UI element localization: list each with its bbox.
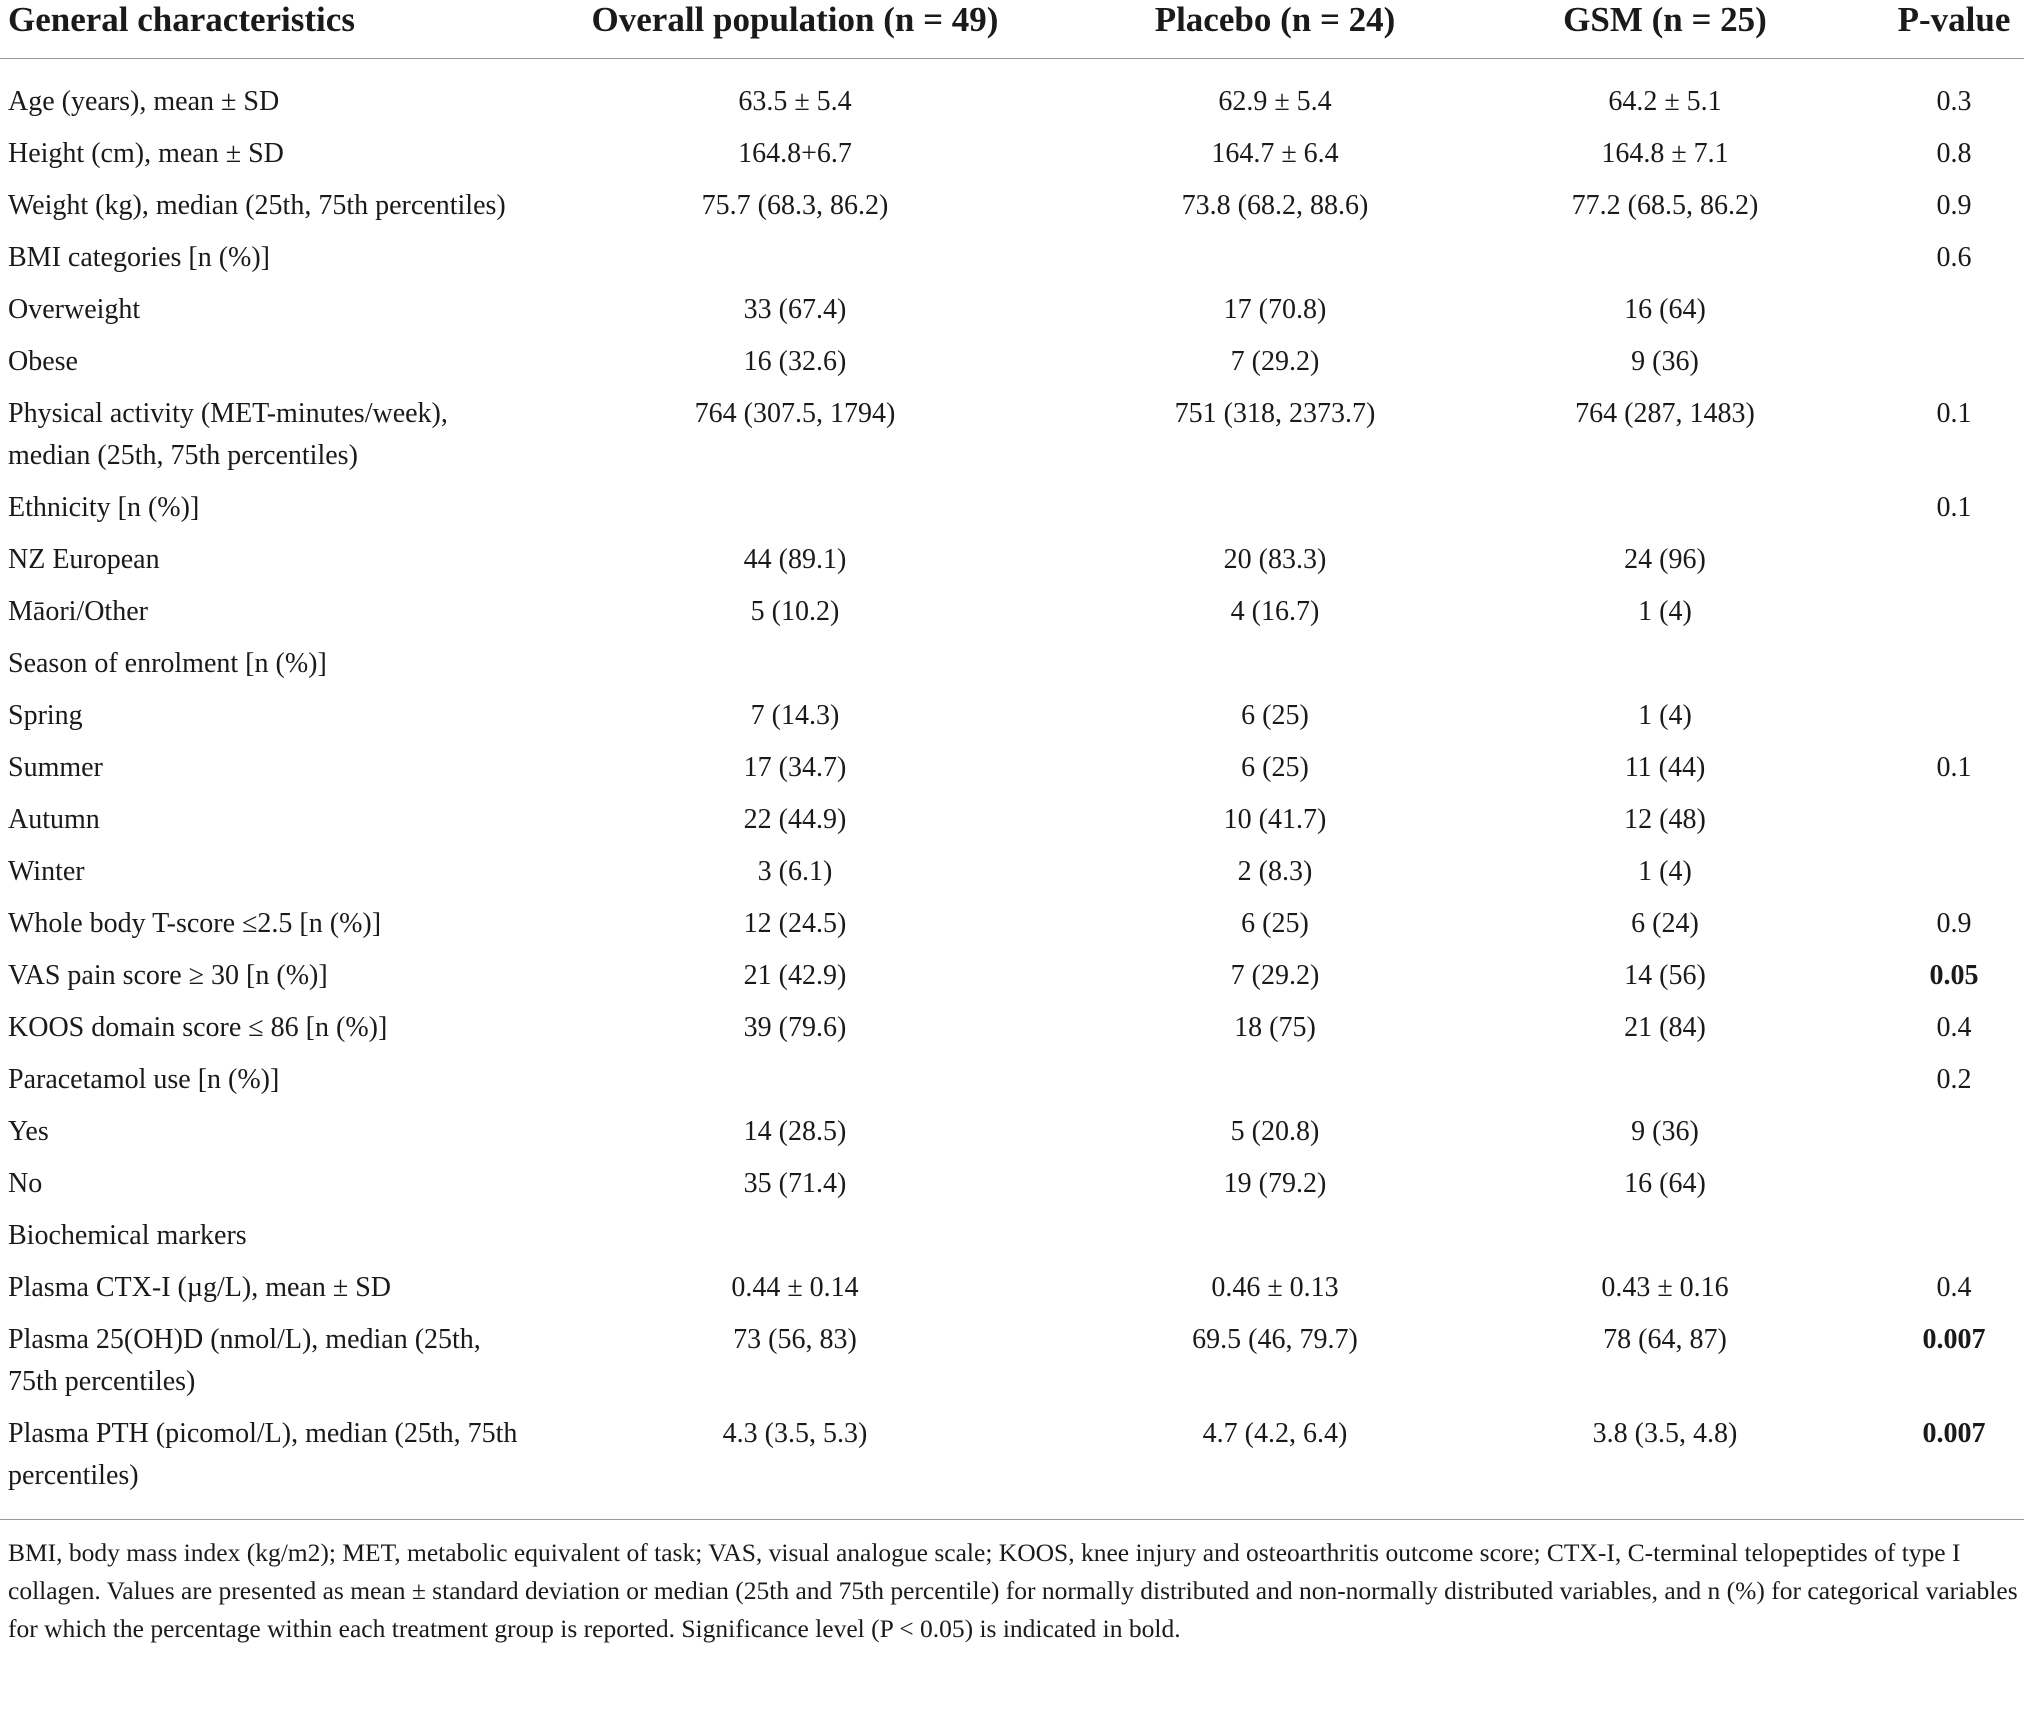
cell-p-value: 0.9: [1936, 190, 1972, 221]
cell-gsm: 14 (56): [1624, 960, 1706, 991]
table-body: [0, 59, 2024, 1520]
cell-overall: [540, 487, 1050, 539]
table-row: [0, 1111, 2024, 1163]
table-footnote: BMI, body mass index (kg/m2); MET, metabolic equivalent of task; VAS, visual analogue scale; KOOS, knee injury and osteoarthritis outcome score; CTX-I, C-terminal telopeptides of type I collagen. Values are presented as mean ± standard deviation or median (25th and 75th percentile) for normally distributed and non-normally distributed variables, and n (%) for categorical variables for which the percentage within each treatment group is reported. Significance level (P < 0.05) is indicated in bold.: [8, 1538, 2018, 1643]
header-gsm: GSM (n = 25): [1500, 0, 1830, 59]
header-overall-population: Overall population (n = 49): [540, 0, 1050, 59]
cell-p-value: [1830, 289, 2024, 341]
cell-placebo: 20 (83.3): [1223, 544, 1327, 575]
row-label: Plasma CTX-I (µg/L), mean ± SD: [8, 1272, 391, 1303]
cell-gsm: 9 (36): [1631, 1116, 1699, 1147]
cell-p-value: 0.05: [1929, 960, 1979, 991]
row-label: VAS pain score ≥ 30 [n (%)]: [8, 960, 328, 991]
cell-gsm: 9 (36): [1631, 346, 1699, 377]
cell-gsm: 11 (44): [1624, 752, 1706, 783]
table-row: [0, 1163, 2024, 1215]
cell-placebo: 4 (16.7): [1230, 596, 1320, 627]
table-row: [0, 747, 2024, 799]
cell-gsm: [1500, 487, 1830, 539]
cell-overall: [540, 643, 1050, 695]
cell-placebo: 73.8 (68.2, 88.6): [1181, 190, 1369, 221]
cell-gsm: 78 (64, 87): [1603, 1324, 1727, 1355]
cell-gsm: 0.43 ± 0.16: [1601, 1272, 1729, 1303]
cell-overall: 764 (307.5, 1794): [694, 398, 896, 429]
cell-overall: [540, 1215, 1050, 1267]
cell-overall: 4.3 (3.5, 5.3): [722, 1418, 868, 1449]
row-label: Plasma PTH (picomol/L), median (25th, 75th percentiles): [8, 1418, 518, 1491]
cell-placebo: [1050, 1215, 1500, 1267]
cell-p-value: [1830, 695, 2024, 747]
row-label: Physical activity (MET-minutes/week), median (25th, 75th percentiles): [8, 398, 448, 471]
row-label: NZ European: [8, 544, 160, 575]
cell-gsm: 6 (24): [1631, 908, 1699, 939]
cell-overall: 12 (24.5): [743, 908, 847, 939]
table-row: [0, 393, 2024, 487]
row-label: Weight (kg), median (25th, 75th percentiles): [8, 190, 506, 221]
cell-p-value: 0.1: [1936, 398, 1972, 429]
table-row: [0, 1319, 2024, 1413]
table-row: [0, 539, 2024, 591]
cell-gsm: 16 (64): [1624, 1168, 1706, 1199]
cell-gsm: 12 (48): [1624, 804, 1706, 835]
cell-gsm: [1500, 237, 1830, 289]
table-row: [0, 903, 2024, 955]
table-row: [0, 1007, 2024, 1059]
row-label: Obese: [8, 346, 78, 377]
cell-gsm: [1500, 643, 1830, 695]
row-label: Yes: [8, 1116, 49, 1147]
cell-overall: [540, 237, 1050, 289]
cell-overall: 164.8+6.7: [738, 138, 852, 169]
cell-placebo: [1050, 1059, 1500, 1111]
row-label: Biochemical markers: [8, 1220, 247, 1251]
table-header-row: [0, 0, 2024, 59]
cell-overall: 39 (79.6): [743, 1012, 847, 1043]
cell-placebo: 164.7 ± 6.4: [1211, 138, 1339, 169]
cell-overall: 33 (67.4): [743, 294, 847, 325]
cell-overall: 16 (32.6): [743, 346, 847, 377]
cell-placebo: 7 (29.2): [1230, 960, 1320, 991]
cell-overall: 75.7 (68.3, 86.2): [701, 190, 889, 221]
row-label: Plasma 25(OH)D (nmol/L), median (25th, 75th percentiles): [8, 1324, 481, 1397]
cell-overall: 3 (6.1): [757, 856, 833, 887]
row-label: KOOS domain score ≤ 86 [n (%)]: [8, 1012, 388, 1043]
row-label: BMI categories [n (%)]: [8, 242, 271, 273]
cell-gsm: 3.8 (3.5, 4.8): [1592, 1418, 1738, 1449]
table-row: [0, 59, 2024, 134]
row-label: Whole body T-score ≤2.5 [n (%)]: [8, 908, 382, 939]
table-row: [0, 237, 2024, 289]
cell-gsm: 77.2 (68.5, 86.2): [1571, 190, 1759, 221]
row-label: No: [8, 1168, 43, 1199]
cell-placebo: 7 (29.2): [1230, 346, 1320, 377]
table-row: [0, 1413, 2024, 1519]
row-label: Māori/Other: [8, 596, 148, 627]
cell-gsm: 64.2 ± 5.1: [1608, 86, 1722, 117]
cell-gsm: 1 (4): [1638, 596, 1692, 627]
cell-p-value: [1830, 851, 2024, 903]
cell-placebo: 10 (41.7): [1223, 804, 1327, 835]
cell-overall: 44 (89.1): [743, 544, 847, 575]
cell-placebo: 6 (25): [1241, 752, 1309, 783]
cell-p-value: 0.2: [1936, 1064, 1972, 1095]
row-label: Season of enrolment [n (%)]: [8, 648, 327, 679]
cell-placebo: 19 (79.2): [1223, 1168, 1327, 1199]
row-label: Height (cm), mean ± SD: [8, 138, 284, 169]
table-row: [0, 487, 2024, 539]
table-row: [0, 695, 2024, 747]
table-row: [0, 341, 2024, 393]
header-general-characteristics: General characteristics: [0, 0, 540, 59]
cell-gsm: 1 (4): [1638, 700, 1692, 731]
cell-gsm: 764 (287, 1483): [1575, 398, 1755, 429]
cell-placebo: 18 (75): [1234, 1012, 1316, 1043]
table-row: [0, 591, 2024, 643]
table-row: [0, 643, 2024, 695]
cell-p-value: 0.1: [1936, 752, 1972, 783]
cell-gsm: 1 (4): [1638, 856, 1692, 887]
cell-gsm: [1500, 1215, 1830, 1267]
cell-p-value: 0.3: [1936, 86, 1972, 117]
cell-gsm: [1500, 1059, 1830, 1111]
cell-p-value: [1830, 539, 2024, 591]
cell-gsm: 164.8 ± 7.1: [1601, 138, 1729, 169]
cell-overall: 21 (42.9): [743, 960, 847, 991]
cell-overall: [540, 1059, 1050, 1111]
cell-overall: 0.44 ± 0.14: [731, 1272, 859, 1303]
cell-gsm: 16 (64): [1624, 294, 1706, 325]
table-row: [0, 1215, 2024, 1267]
cell-placebo: [1050, 643, 1500, 695]
cell-p-value: [1830, 643, 2024, 695]
cell-overall: 63.5 ± 5.4: [738, 86, 852, 117]
cell-overall: 73 (56, 83): [733, 1324, 857, 1355]
cell-p-value: [1830, 1111, 2024, 1163]
cell-placebo: [1050, 487, 1500, 539]
cell-placebo: 69.5 (46, 79.7): [1192, 1324, 1358, 1355]
cell-overall: 14 (28.5): [743, 1116, 847, 1147]
cell-placebo: 62.9 ± 5.4: [1218, 86, 1332, 117]
row-label: Ethnicity [n (%)]: [8, 492, 200, 523]
cell-overall: 5 (10.2): [750, 596, 840, 627]
cell-p-value: 0.007: [1922, 1324, 1986, 1355]
table-row: [0, 799, 2024, 851]
cell-p-value: [1830, 799, 2024, 851]
cell-placebo: 17 (70.8): [1223, 294, 1327, 325]
cell-p-value: 0.8: [1936, 138, 1972, 169]
row-label: Overweight: [8, 294, 141, 325]
row-label: Spring: [8, 700, 83, 731]
row-label: Paracetamol use [n (%)]: [8, 1064, 280, 1095]
cell-p-value: [1830, 341, 2024, 393]
row-label: Winter: [8, 856, 85, 887]
header-p-value: P-value: [1830, 0, 2024, 59]
cell-overall: 7 (14.3): [750, 700, 840, 731]
cell-placebo: 6 (25): [1241, 908, 1309, 939]
cell-p-value: 0.4: [1936, 1012, 1972, 1043]
row-label: Autumn: [8, 804, 100, 835]
table-row: [0, 955, 2024, 1007]
cell-placebo: 0.46 ± 0.13: [1211, 1272, 1339, 1303]
table-row: [0, 1267, 2024, 1319]
cell-gsm: 24 (96): [1624, 544, 1706, 575]
table-row: [0, 185, 2024, 237]
cell-overall: 22 (44.9): [743, 804, 847, 835]
cell-overall: 35 (71.4): [743, 1168, 847, 1199]
cell-p-value: 0.007: [1922, 1418, 1986, 1449]
cell-p-value: 0.4: [1936, 1272, 1972, 1303]
table-row: [0, 133, 2024, 185]
cell-placebo: 5 (20.8): [1230, 1116, 1320, 1147]
cell-overall: 17 (34.7): [743, 752, 847, 783]
cell-gsm: 21 (84): [1624, 1012, 1706, 1043]
cell-p-value: 0.6: [1936, 242, 1972, 273]
cell-placebo: 4.7 (4.2, 6.4): [1202, 1418, 1348, 1449]
cell-p-value: [1830, 1163, 2024, 1215]
table-row: [0, 289, 2024, 341]
row-label: Summer: [8, 752, 103, 783]
cell-p-value: 0.1: [1936, 492, 1972, 523]
cell-p-value: [1830, 1215, 2024, 1267]
row-label: Age (years), mean ± SD: [8, 86, 280, 117]
table-row: [0, 1059, 2024, 1111]
cell-placebo: [1050, 237, 1500, 289]
cell-p-value: 0.9: [1936, 908, 1972, 939]
table-row: [0, 851, 2024, 903]
header-placebo: Placebo (n = 24): [1050, 0, 1500, 59]
cell-placebo: 6 (25): [1241, 700, 1309, 731]
cell-p-value: [1830, 591, 2024, 643]
cell-placebo: 2 (8.3): [1237, 856, 1313, 887]
cell-placebo: 751 (318, 2373.7): [1174, 398, 1376, 429]
